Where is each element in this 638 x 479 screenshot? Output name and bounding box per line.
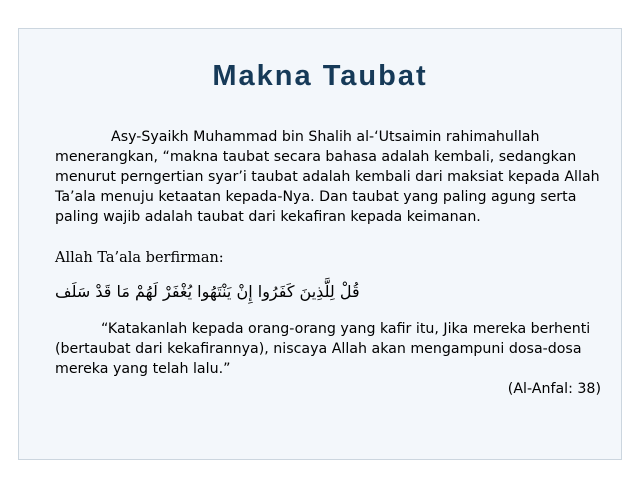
verse-translation: “Katakanlah kepada orang-orang yang kafir itu, Jika mereka berhenti (bertaubat dari kekafirannya), niscaya Allah akan mengampuni dosa-dosa mereka yang telah lalu.” (55, 321, 591, 377)
verse-citation: (Al-Anfal: 38) (507, 381, 601, 397)
explanation-paragraph: Asy-Syaikh Muhammad bin Shalih al-‘Utsaimin rahimahullah menerangkan, “makna taubat secara bahasa adalah kembali, sedangkan menurut perngertian syar’i taubat adalah kembali dari maksiat kepada Allah Ta’ala menuju ketaatan kepada-Nya. Dan taubat yang paling agung serta paling wajib adalah taubat dari kekafiran kepada keimanan. (55, 129, 600, 225)
arabic-verse: قُلْ لِلَّذِينَ كَفَرُوا إِنْ يَنْتَهُوا يُغْفَرْ لَهُمْ مَا قَدْ سَلَف (55, 282, 360, 301)
slide (18, 28, 622, 460)
slide-title: Makna Taubat (212, 60, 428, 92)
slide-body (55, 127, 621, 399)
allah-says-line: Allah Ta’ala berfirman: (55, 250, 224, 266)
